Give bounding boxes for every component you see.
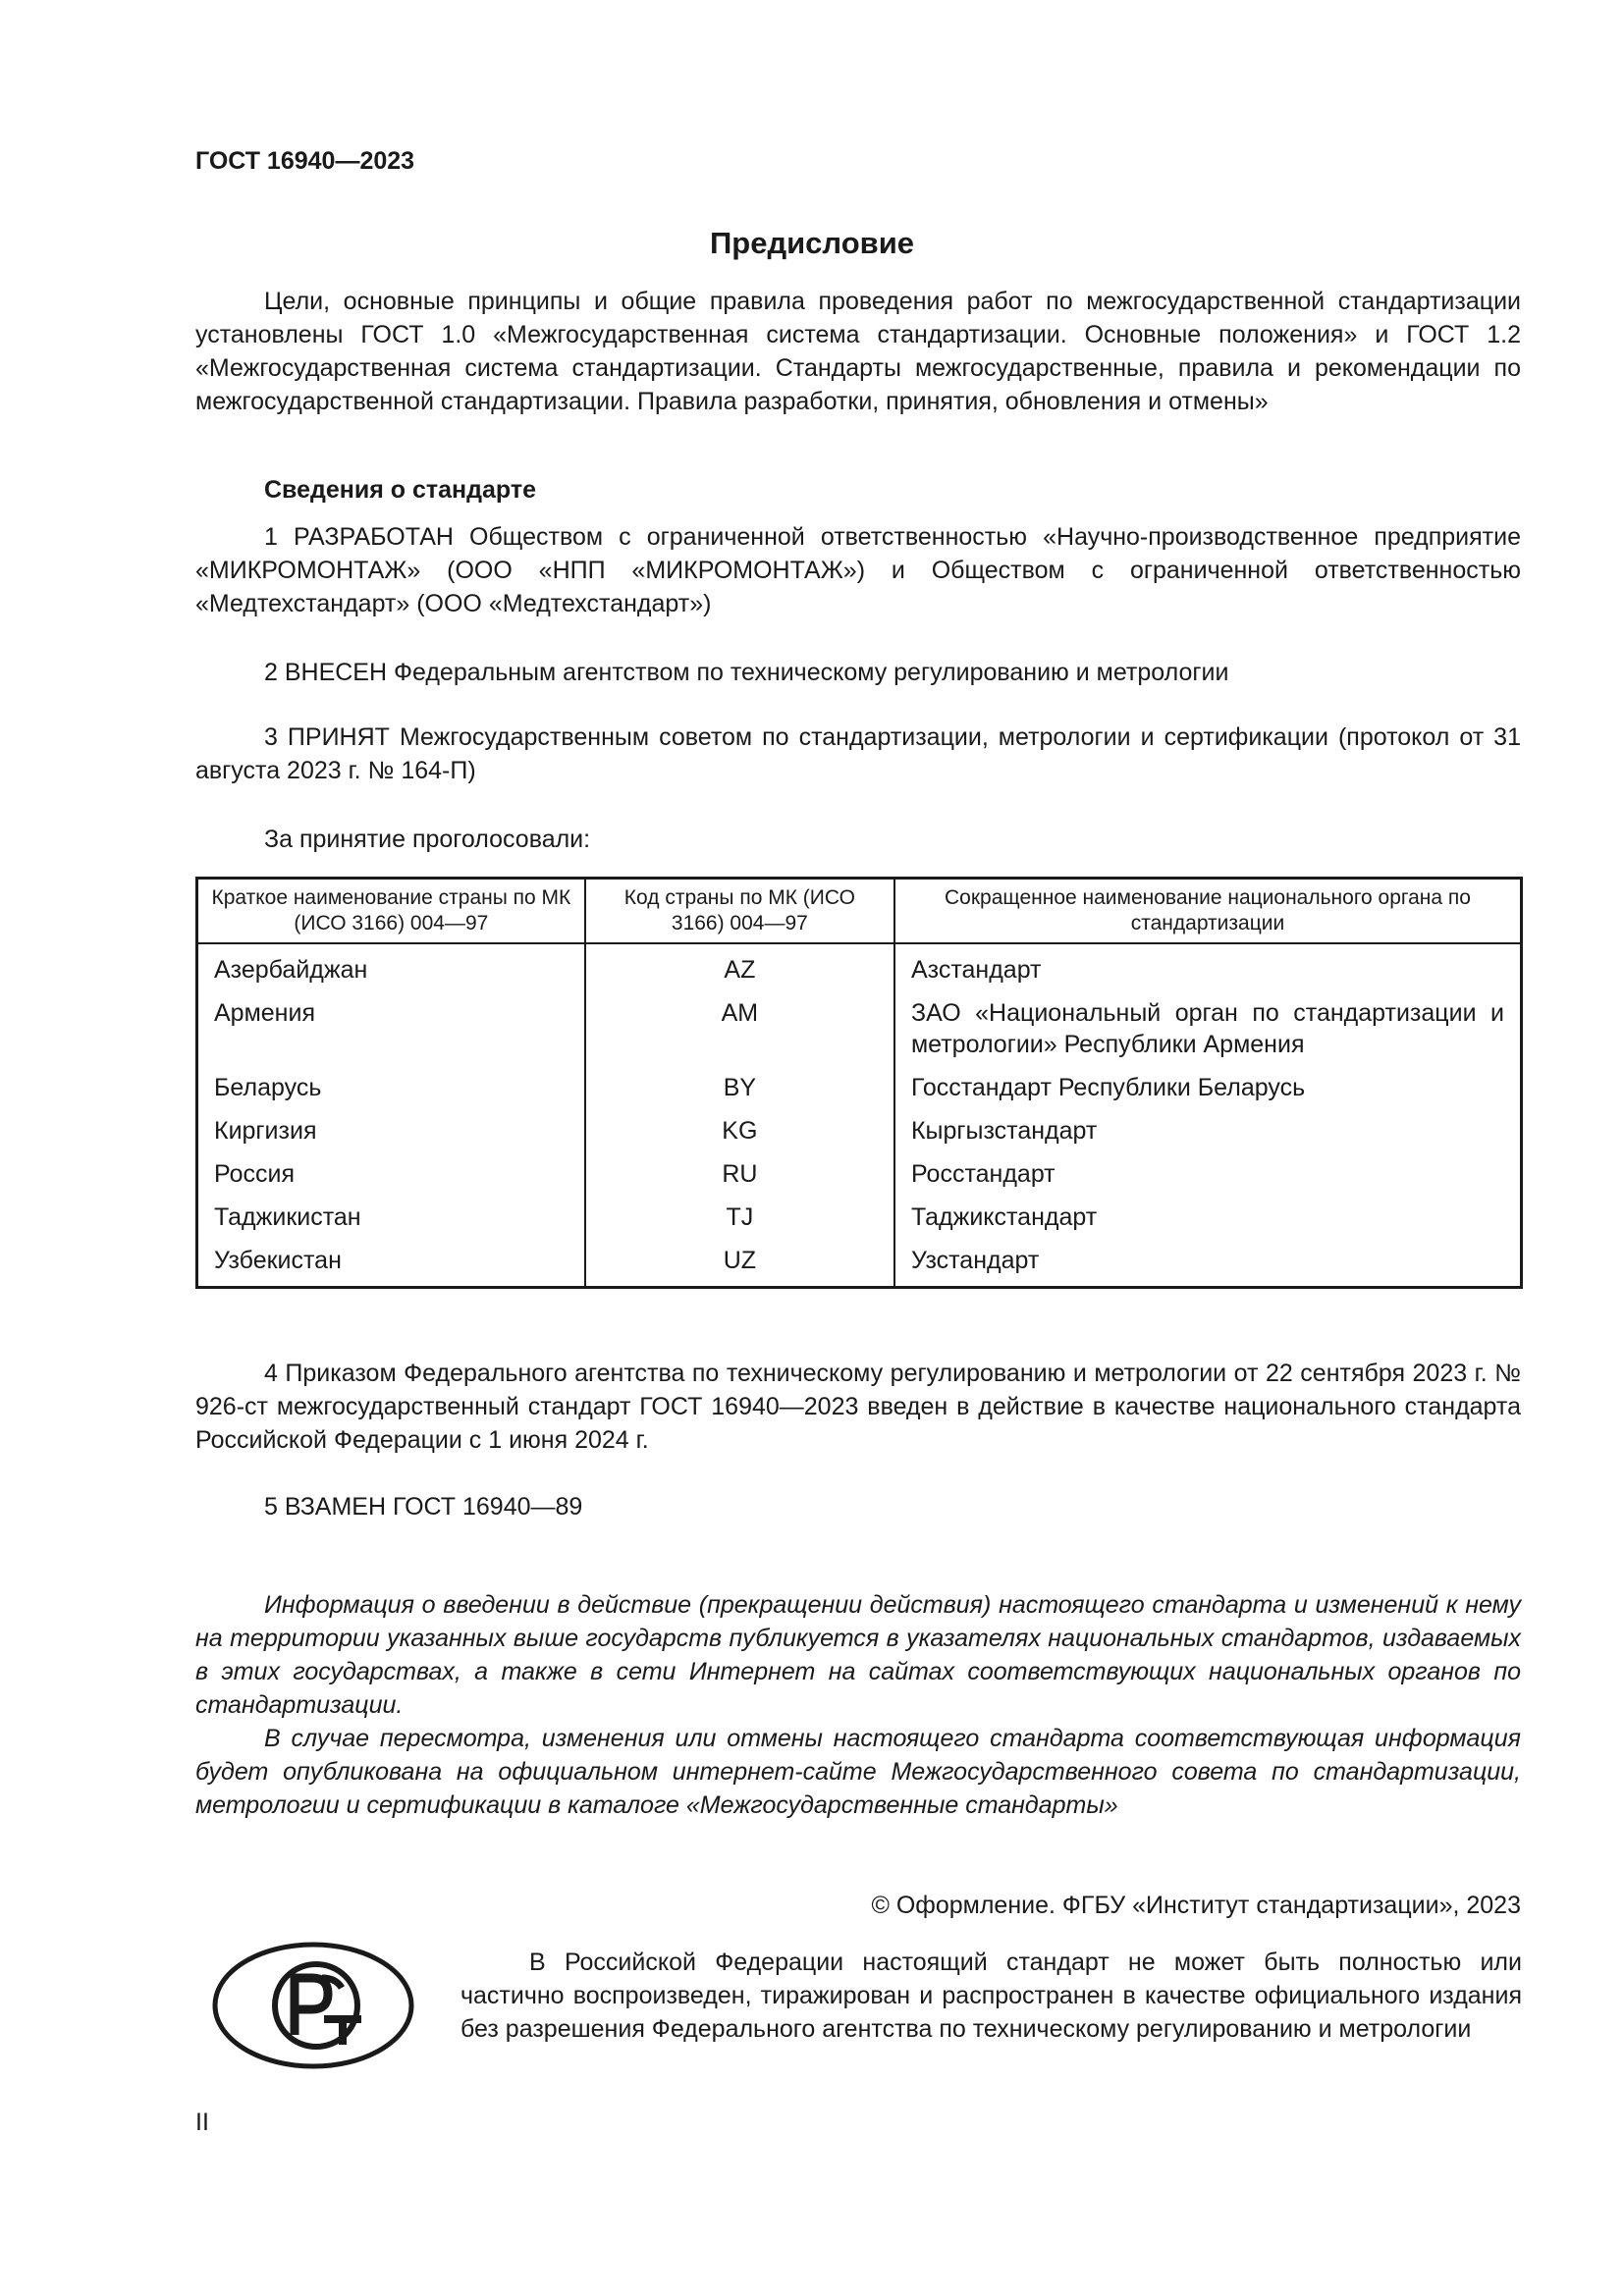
cell-org: Кыргызстандарт: [894, 1109, 1522, 1152]
document-code: ГОСТ 16940—2023: [195, 147, 415, 175]
legal-notice: В Российской Федерации настоящий стандарт не может быть полностью или частично воспроизведен, тиражирован и распространен в качестве официального издания без разрешения Федерального агентства по техническому регулированию и метрологии: [460, 1949, 1522, 2043]
cell-country: Киргизия: [197, 1109, 585, 1152]
table-row: [197, 943, 1522, 991]
cell-country: Таджикистан: [197, 1196, 585, 1239]
item-replaces: 5 ВЗАМЕН ГОСТ 16940—89: [264, 1493, 583, 1521]
item-introduced: 2 ВНЕСЕН Федеральным агентством по техническому регулированию и метрологии: [264, 659, 1229, 686]
countries-table: [195, 877, 1523, 1289]
cell-code: BY: [585, 1066, 894, 1109]
cell-code: KG: [585, 1109, 894, 1152]
table-row: [197, 1196, 1522, 1239]
table-row: [197, 1066, 1522, 1109]
cell-code: UZ: [585, 1239, 894, 1288]
cell-code: AZ: [585, 943, 894, 991]
cell-org: Узстандарт: [894, 1239, 1522, 1288]
item-order: 4 Приказом Федерального агентства по техническому регулированию и метрологии от 22 сентября 2023 г. № 926-ст межгосударственный стандарт ГОСТ 16940—2023 введен в действие в качестве национального стандарта Российской Федерации с 1 июня 2024 г.: [195, 1360, 1521, 1454]
cell-country: Азербайджан: [197, 943, 585, 991]
notice-paragraph-2: В случае пересмотра, изменения или отмены настоящего стандарта соответствующая информация будет опубликована на официальном интернет-сайте Межгосударственного совета по стандартизации, метрологии и сертификации в каталоге «Межгосударственные стандарты»: [195, 1725, 1521, 1819]
gost-r-certification-mark-icon: [210, 1939, 416, 2072]
cell-org: ЗАО «Национальный орган по стандартизации и метрологии» Республики Армения: [894, 991, 1522, 1066]
notice-paragraph-1: Информация о введении в действие (прекращении действия) настоящего стандарта и изменений к нему на территории указанных выше государств публикуется в указателях национальных стандартов, издаваемых в этих государствах, а также в сети Интернет на сайтах соответствующих национальных органов по стандартизации.: [195, 1591, 1521, 1719]
cell-country: Узбекистан: [197, 1239, 585, 1288]
copyright-line: © Оформление. ФГБУ «Институт стандартизации», 2023: [871, 1892, 1521, 1919]
cell-country: Россия: [197, 1152, 585, 1196]
page-number: II: [195, 2109, 209, 2136]
cell-code: AM: [585, 991, 894, 1066]
item-voted: За принятие проголосовали:: [264, 826, 591, 853]
cell-org: Госстандарт Республики Беларусь: [894, 1066, 1522, 1109]
header-code: Код страны по МК (ИСО 3166) 004—97: [585, 879, 894, 944]
table-row: [197, 1152, 1522, 1196]
cell-org: Таджикстандарт: [894, 1196, 1522, 1239]
table-row: [197, 991, 1522, 1066]
header-org: Сокращенное наименование национального органа по стандартизации: [894, 879, 1522, 944]
intro-paragraph: Цели, основные принципы и общие правила проведения работ по межгосударственной стандартизации установлены ГОСТ 1.0 «Межгосударственная система стандартизации. Основные положения» и ГОСТ 1.2 «Межгосударственная система стандартизации. Стандарты межгосударственные, правила и рекомендации по межгосударственной стандартизации. Правила разработки, принятия, обновления и отмены»: [195, 288, 1521, 415]
cell-country: Беларусь: [197, 1066, 585, 1109]
page-title: Предисловие: [709, 226, 914, 260]
cell-country: Армения: [197, 991, 585, 1066]
table-row: [197, 1239, 1522, 1288]
item-adopted: 3 ПРИНЯТ Межгосударственным советом по стандартизации, метрологии и сертификации (протокол от 31 августа 2023 г. № 164-П): [195, 723, 1521, 784]
cell-org: Росстандарт: [894, 1152, 1522, 1196]
cell-code: RU: [585, 1152, 894, 1196]
item-developed: 1 РАЗРАБОТАН Обществом с ограниченной ответственностью «Научно-производственное предприятие «МИКРОМОНТАЖ» (ООО «НПП «МИКРОМОНТАЖ») и Обществом с ограниченной ответственностью «Медтехстандарт» (ООО «Медтехстандарт»): [195, 523, 1521, 617]
header-country: Краткое наименование страны по МК (ИСО 3166) 004—97: [197, 879, 585, 944]
cell-code: TJ: [585, 1196, 894, 1239]
table-header-row: [197, 879, 1522, 944]
table-row: [197, 1109, 1522, 1152]
cell-org: Азстандарт: [894, 943, 1522, 991]
section-heading: Сведения о стандарте: [264, 476, 537, 504]
